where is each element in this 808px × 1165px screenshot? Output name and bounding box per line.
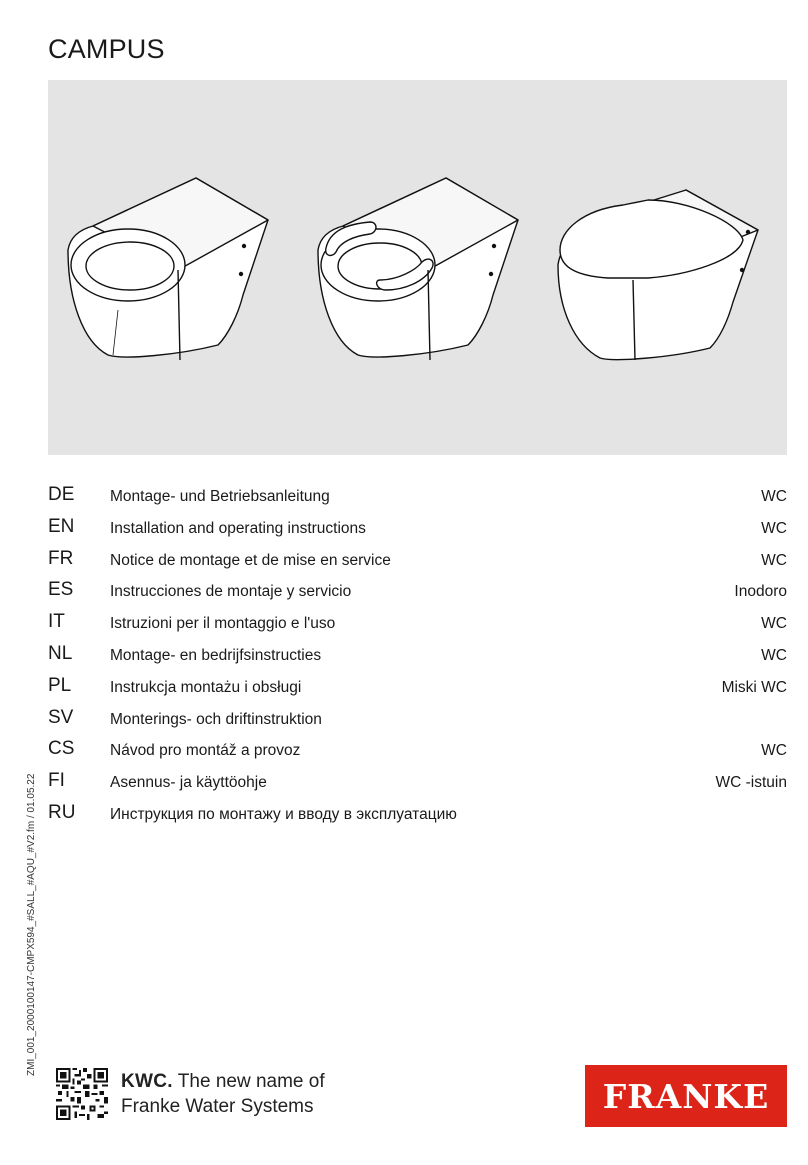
language-product: Inodoro [734,583,787,601]
language-row-fr [48,548,787,580]
hero-illustration [48,80,787,455]
language-code: FR [48,547,74,569]
language-row-de [48,484,787,516]
language-code: FI [48,770,65,792]
language-title: Istruzioni per il montaggio e l'uso [110,615,336,633]
language-title: Инструкция по монтажу и вводу в эксплуатацию [110,805,457,823]
kwc-line2: Franke Water Systems [121,1096,314,1117]
language-title: Montage- und Betriebsanleitung [110,488,330,505]
language-row-ru [48,802,787,834]
language-code: NL [48,642,73,664]
language-code: PL [48,674,72,696]
language-product: WC -istuin [715,774,787,792]
language-code: SV [48,706,74,728]
language-title: Asennus- ja käyttöohje [110,774,267,792]
language-code: RU [48,801,76,823]
language-row-pl [48,675,787,707]
language-product: WC [761,646,787,664]
language-title: Instrukcja montażu i obsługi [110,678,302,696]
franke-logo [585,1065,787,1127]
language-row-fi [48,770,787,802]
language-list [48,484,787,834]
language-title: Instrucciones de montaje y servicio [110,583,352,601]
kwc-tagline [121,1069,325,1119]
language-product: WC [761,615,787,633]
language-product: WC [761,742,787,760]
language-row-nl [48,643,787,675]
language-row-it [48,611,787,643]
language-row-en [48,516,787,548]
kwc-line1: The new name of [177,1071,325,1092]
language-title: Notice de montage et de mise en service [110,551,391,569]
language-title: Návod pro montáž a provoz [110,742,301,760]
franke-logo-text: FRANKE [602,1076,770,1116]
language-product: Miski WC [721,678,787,696]
qr-code-icon[interactable] [56,1068,108,1120]
toilet-plain-icon [68,178,268,360]
language-row-sv [48,707,787,739]
language-code: CS [48,738,75,760]
language-code: DE [48,484,75,505]
language-product: WC [761,488,787,505]
language-code: ES [48,579,74,601]
language-row-es [48,579,787,611]
language-title: Monterings- och driftinstruktion [110,710,322,728]
toilet-lid-icon [558,190,758,360]
language-product: WC [761,551,787,569]
language-row-cs [48,738,787,770]
language-title: Installation and operating instructions [110,519,366,537]
language-product: WC [761,519,787,537]
toilet-pads-icon [318,178,518,360]
kwc-brand: KWC. [121,1071,173,1092]
language-code: EN [48,515,75,537]
page-title: CAMPUS [48,34,165,64]
language-title: Montage- en bedrijfsinstructies [110,646,322,664]
language-code: IT [48,611,65,633]
wc-toilets-illustration [48,80,787,455]
document-id: ZMI_001_2000100147-CMPX594_#SALL_#AQU_#V2.fm / 01.05.22 [26,773,37,1076]
